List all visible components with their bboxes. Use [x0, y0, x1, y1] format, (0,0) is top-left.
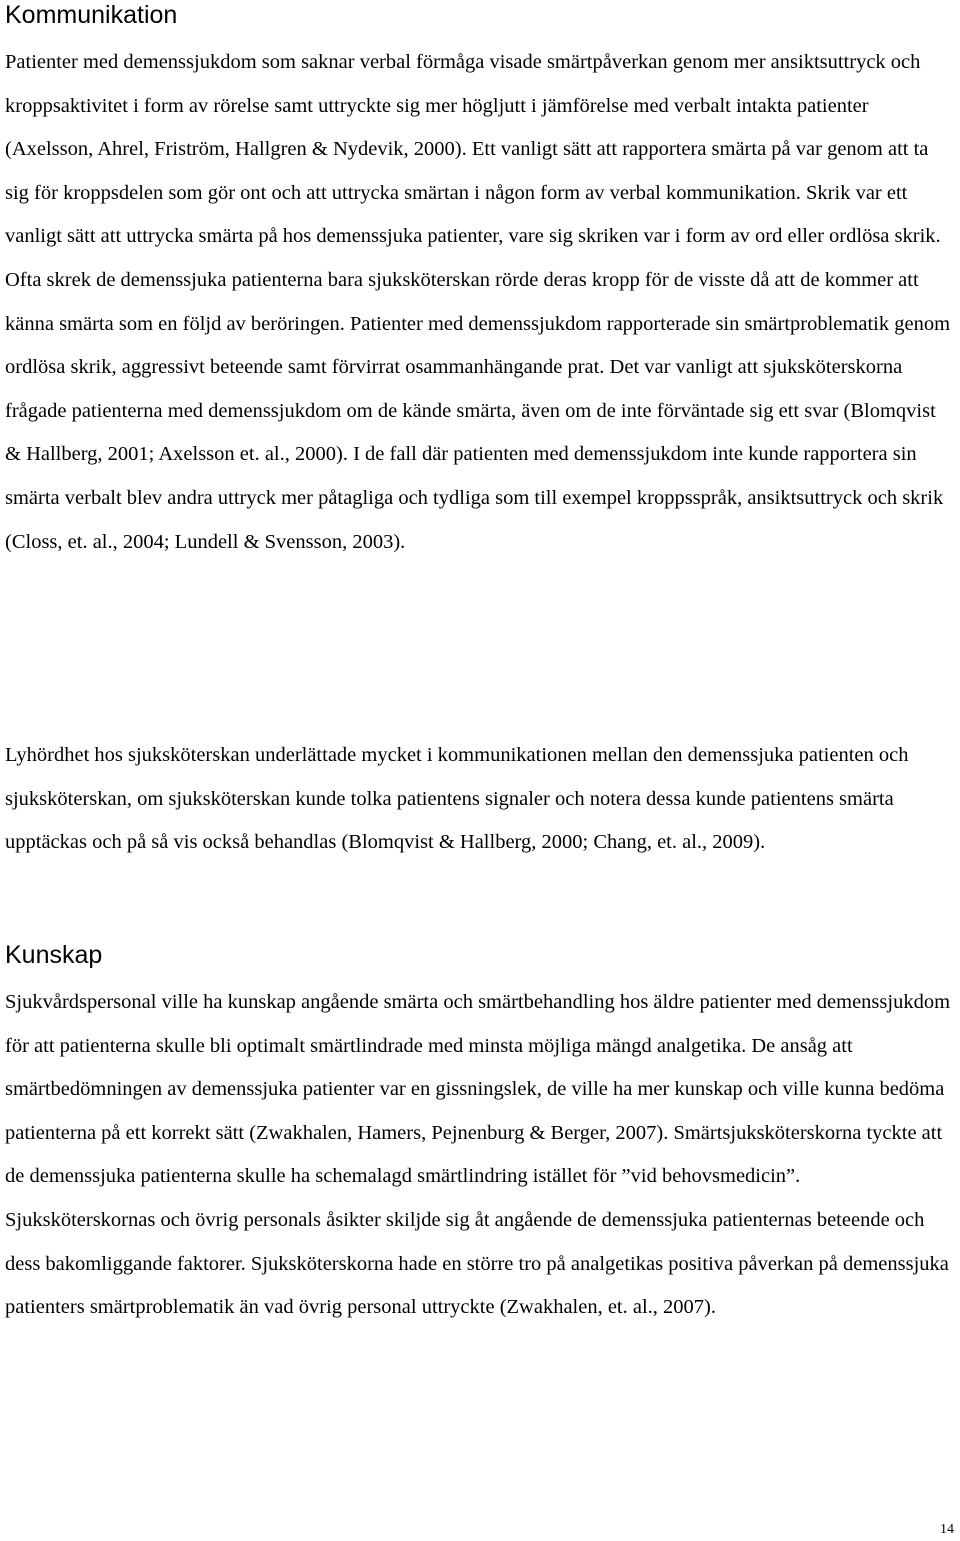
paragraph-kommunikation-2: Lyhördhet hos sjuksköterskan underlättade mycket i kommunikationen mellan den demenssjuka patienten och sjuksköterskan, om sjuksköterskan kunde tolka patientens signaler och notera dessa kunde patientens smärta upptäckas och på så vis också behandlas (Blomqvist & Hallberg, 2000; Chang, et. al., 2009). — [5, 744, 909, 854]
section-heading-kommunikation: Kommunikation — [5, 1, 178, 29]
paragraph-kommunikation-1: Patienter med demenssjukdom som saknar verbal förmåga visade smärtpåverkan genom mer ansiktsuttryck och kroppsaktivitet i form av rörelse samt uttryckte sig mer högljutt i jämförelse med verbalt intakta patienter (Axelsson, Ahrel, Friström, Hallgren & Nydevik, 2000). Ett vanligt sätt att rapportera smärta på var genom att ta sig för kroppsdelen som gör ont och att uttrycka smärtan i någon form av verbal kommunikation. Skrik var ett vanligt sätt att uttrycka smärta på hos demenssjuka patienter, vare sig skriken var i form av ord eller ordlösa skrik. Ofta skrek de demenssjuka patienterna bara sjuksköterskan rörde deras kropp för de visste då att de kommer att känna smärta som en följd av beröringen. Patienter med demenssjukdom rapporterade sin smärtproblematik genom ordlösa skrik, aggressivt beteende samt förvirrat osammanhängande prat. Det var vanligt att sjuksköterskorna frågade patienterna med demenssjukdom om de kände smärta, även om de inte förväntade sig ett svar (Blomqvist & Hallberg, 2001; Axelsson et. al., 2000). I de fall där patienten med demenssjukdom inte kunde rapportera sin smärta verbalt blev andra uttryck mer påtagliga och tydliga som till exempel kroppsspråk, ansiktsuttryck och skrik (Closs, et. al., 2004; Lundell & Svensson, 2003). — [5, 51, 951, 553]
section-heading-kunskap: Kunskap — [5, 941, 103, 969]
page-number: 14 — [940, 1522, 954, 1537]
paragraph-kunskap-1: Sjukvårdspersonal ville ha kunskap angående smärta och smärtbehandling hos äldre patienter med demenssjukdom för att patienterna skulle bli optimalt smärtlindrade med minsta möjliga mängd analgetika. De ansåg att smärtbedömningen av demenssjuka patienter var en gissningslek, de ville ha mer kunskap och ville kunna bedöma patienterna på ett korrekt sätt (Zwakhalen, Hamers, Pejnenburg & Berger, 2007). Smärtsjuksköterskorna tyckte att de demenssjuka patienterna skulle ha schemalagd smärtlindring istället för ”vid behovsmedicin”. Sjuksköterskornas och övrig personals åsikter skiljde sig åt angående de demenssjuka patienternas beteende och dess bakomliggande faktorer. Sjuksköterskorna hade en större tro på analgetikas positiva påverkan på demenssjuka patienters smärtproblematik än vad övrig personal uttryckte (Zwakhalen, et. al., 2007). — [5, 991, 951, 1319]
